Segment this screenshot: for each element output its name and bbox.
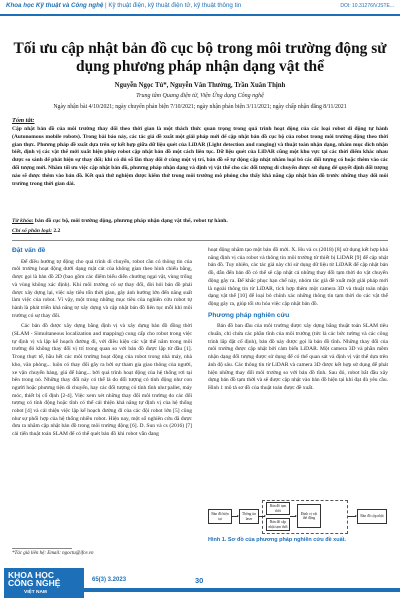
page-header [0,0,400,17]
body-paragraph: Bản đồ ban đầu của môi trường được xây dựng bằng thuật toán SLAM tiêu chuẩn, chỉ chứa các phần tĩnh của môi trường (tức là các bức tường và các công trình lắp đặt cố định), bản đồ này được gọi là bản đồ tĩnh. Những thay đổi của môi trường được cập nhật bởi cảm biến LiDAR. Một camera 3D và phần mềm nhận dạng đối tượng được sử dụng để có thể quan sát và định vị vật thể dựa trên ảnh độ sâu. Các thông tin từ LiDAR và camera 3D được kết hợp sử dụng để phát hiện những thay đổi môi trường so với bản đồ tĩnh. Sau đó, robot bắt đầu xây dựng bản đồ tạm thời và sẽ được cập nhật vào bản đồ hiện tại khi đạt đủ yêu cầu. Hình 1 mô tả sơ đồ của thuật toán được đề xuất. [208,323,388,391]
summary-label: Tóm tắt: [12,117,35,124]
classification-value: 2.2 [51,228,61,234]
body-paragraph: Các bản đồ được xây dựng bằng định vị và xây dựng bản đồ đồng thời (SLAM - Simultaneous localization and mapping) cung cấp cho robot trong việc tự định vị và lập kế hoạch đường đi, với điều kiện các vật thể nằm trong môi trường đó không thay đổi vị trí trong quan so với bản đồ được lập từ đầu [1]. Trong thực tế, hầu hết các môi trường hoạt động của robot trong nhà máy, nhà kho, văn phòng... luôn có thay đổi gây ra bởi sự tham gia giao thông của người, xe vận chuyển hàng, giá để hàng... bởi quá trình hoạt động của hệ thống rơi tại bên trong nó. Những thay đổi này có thể là do đối tượng có tính động như con người hoặc phương tiện di chuyển, hay các đối tượng có tính tĩnh như pallet, máy móc, thiết bị cố định [2-4]. Việc xem xét những thay đổi môi trường do các đối tượng có tính động hoặc tĩnh có thể cải thiện khả năng tự định vị của hệ thống robot [4] và cải thiện việc lập kế hoạch đường đi của các đội robot lớn [5] cũng như sự phối hợp của hệ thống nhiều robot. Hiện nay, một số nghiên cứu đã được đưa ra nhằm cập nhật bản đồ trong môi trường động [6]. D. Sun và cs (2016) [7] cải tiến thuật toán SLAM để có thể quét bản đồ khi robot vẫn đang [12,323,192,438]
affiliation: Trung tâm Quang điện tử, Viện Ứng dụng Công nghệ [136,93,264,99]
footnote: *Tác giả liên hệ: Email: ngoctu@ifce.vn [12,551,94,556]
box-current-map: Bản đồ hiện tại [208,509,232,524]
arrow-4 [348,516,356,517]
figure-1-diagram [208,500,388,534]
left-column [12,247,192,442]
footnote-rule [12,548,72,549]
page-number: 30 [195,576,204,585]
arrow-1 [232,516,238,517]
logo-subtitle: VIỆT NAM [24,590,47,595]
classification [12,228,60,234]
doi[interactable]: DOI: 10.31276/VJSTE... [340,3,394,9]
journal-name: Khoa học Kỹ thuật và Công nghệ [6,2,104,9]
keywords-value: bản đồ cục bộ, môi trường động, phương pháp nhận dạng vật thể, robot tự hành. [33,218,228,224]
journal-logo [4,568,84,598]
body-paragraph: Để điều hướng tự động cho quá trình di chuyển, robot cần có thông tin của môi trường hoạt động dưới dạng mật cát của không gian theo hình chiếu bằng, được gọi là bản đồ 2D (bao gồm các điểm biểu diễn chướng ngại vật, vùng trống và vùng không xác định). Khi môi trường có sự thay đổi, đòi hỏi bản đồ phải được xây dựng lại, việc này tiêu tốn thời gian, gây ảnh hưởng lớn đến năng suất làm việc của robot. Vì vậy, một trong những mục tiêu của nghiên cứu robot tự hành là phát triển khả năng tự xây dựng và cập nhật bản đồ liên tục mỗi khi môi trường có sự thay đổi. [12,258,192,319]
box-dynamic-object-localization: Định vị vật thể động [297,504,321,528]
issue-number: 65(3) 3.2023 [92,577,127,583]
footer-rule [84,588,400,592]
keywords-label: Từ khóa: [12,218,34,224]
box-temp-update-map: Bản đồ cập nhật tạm thời [266,518,290,531]
arrow-3 [290,516,296,517]
right-column [208,247,388,396]
article-title: Tối ưu cập nhật bản đồ cục bộ trong môi trường động sử dụng phương pháp nhận dạng vật thể [13,40,387,75]
journal-subtitle: | Kỹ thuật điện, kỹ thuật điện tử, kỹ thuật thông tin [103,2,242,9]
arrow-2 [259,516,265,517]
box-laser-info: Thông tin laser [239,509,259,524]
section-heading-method: Phương pháp nghiên cứu [208,311,290,319]
classification-label: Chỉ số phân loại: [12,228,52,234]
section-heading-intro: Đặt vấn đề [12,247,46,254]
logo-line-2: CÔNG NGHỆ [8,578,61,588]
box-updated-map: Bản đồ cập nhật [357,509,387,524]
keywords [12,218,388,225]
figure-caption: Hình 1. Sơ đồ của phương pháp nghiên cứu đề xuất. [208,537,347,543]
logo-line-1: KHOA HỌC [8,570,54,580]
authors: Nguyễn Ngọc Tú*, Nguyễn Văn Thường, Trần Xuân Thịnh [114,82,286,89]
header-rule [0,14,400,16]
body-paragraph: hoạt động nhằm tạo một bản đồ mới. X. Hu và cs (2018) [8] sử dụng kết hợp khả năng định vị của robot và thông tin môi trường từ thiết bị LiDAR [9] để cập nhật bản đồ. Tuy nhiên, các tác giả này chỉ sử dụng dữ liệu từ LiDAR để cập nhật bản đồ, dẫn đến bản đồ có thể sẽ cập nhật cả những thay đổi tạm thời do vật chuyển động gây ra. Để khắc phục hạn chế này, nhóm tác giả đề xuất một giải pháp mới là ngoài thông tin từ LiDAR, tích hợp thêm một camera 3D và thuật toán nhận dạng vật thể [10] để loại bỏ chính xác những thông tin tạm thời do các vật thể động gây ra, giúp tối ưu hóa việc cập nhật bản đồ. [208,247,388,307]
section-divider [12,240,388,241]
box-temp-map: Bản đồ tạm thời [266,502,290,515]
summary: Cập nhật bản đồ của môi trường thay đổi theo thời gian là một thách thức quan trọng trong quá trình hoạt động của các loại robot di động tự hành (Autonomous mobile robots). Trong bài báo này, các tác giả đề xuất một giải pháp mới để cập nhật bản đồ cục bộ của robot trong môi trường động theo thời gian thực. Phương pháp đề xuất dựa trên sự kết hợp giữa dữ liệu quét của LiDAR (Light detection and ranging) và thuật toán nhận dạng, nhằm mục đích nhận biết, định vị các vật thể mới xuất hiện phép robot cập nhật bản đồ một cách liên tục. Dữ liệu quét của LiDAR cũng một khu vực tại các thời điểm khác nhau được so sánh để phát hiện sự thay đổi; khi có đủ số lần thay đổi ở cùng một vị trí, bản đồ sẽ tự động cập nhật nhằm loại bỏ các đối tượng có hoặc thêm vào các đối tượng mới. Nhằm tối ưu việc cập nhật bản đồ, phương pháp nhận dạng và định vị vật thể cho các đối tượng di chuyển được sử dụng để quyết định đối tượng nào sẽ được thêm vào bản đồ. Kết quả thử nghiệm được kiểm thử trong môi trường mô phỏng cho thấy khả năng cập nhật bản đồ trước những thay đổi môi trường trong thời gian dài. [12,126,388,187]
article-dates: Ngày nhận bài 4/10/2021; ngày chuyển phản biện 7/10/2021; ngày nhận phản biện 3/11/2021; ngày chấp nhận đăng 8/11/2021 [53,104,347,110]
journal-header [6,2,241,9]
